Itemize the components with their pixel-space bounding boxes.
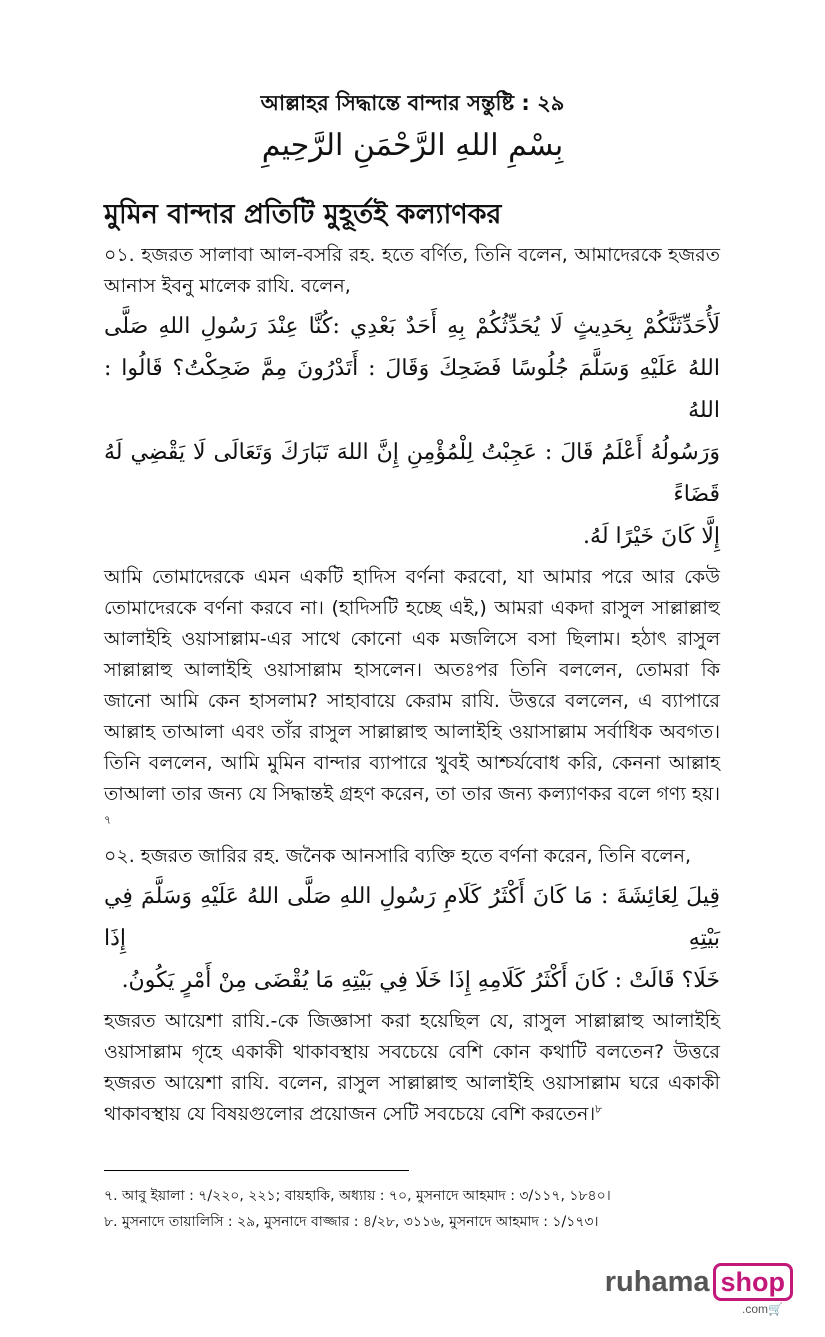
hadith-1-arabic xyxy=(104,306,720,558)
logo-text-com xyxy=(742,1301,783,1317)
footnotes xyxy=(104,1183,734,1235)
arabic-line: وَرَسُولُهُ أَعْلَمُ قَالَ : عَجِبْتُ لِلْمُؤْمِنِ إِنَّ اللهَ تَبَارَكَ وَتَعَالَى لَا يَقْضِي لَهُ قَضَاءً xyxy=(104,440,720,507)
logo-text-shop: shop xyxy=(713,1263,794,1301)
footnote-8: ৮. মুসনাদে তায়ালিসি : ২৯, মুসনাদে বাজ্জার : ৪/২৮, ৩১১৬, মুসনাদে আহমাদ : ১/১৭৩। xyxy=(104,1214,599,1230)
arabic-line: خَلَا؟ قَالَتْ : كَانَ أَكْثَرُ كَلَامِهِ إِذَا خَلَا فِي بَيْتِهِ مَا يُقْضَى مِنْ أَمْرٍ يَكُونُ. xyxy=(121,968,720,993)
running-header: আল্লাহর সিদ্ধান্তে বান্দার সন্তুষ্টি : ২৯ xyxy=(260,91,565,115)
section-title: মুমিন বান্দার প্রতিটি মুহূর্তই কল্যাণকর xyxy=(104,199,502,230)
arabic-line: إِلَّا كَانَ خَيْرًا لَهُ. xyxy=(583,524,720,549)
page-body xyxy=(104,196,720,1130)
arabic-line: لَأُحَدِّثَنَّكُمْ بِحَدِيثٍ لَا يُحَدِّثُكُمْ بِهِ أَحَدٌ بَعْدِي :كُنَّا عِنْدَ رَسُولِ اللهِ صَلَّى xyxy=(104,314,720,339)
logo-row xyxy=(605,1263,793,1301)
hadith-2-intro: ০২. হজরত জারির রহ. জনৈক আনসারি ব্যক্তি হতে বর্ণনা করেন, তিনি বলেন, xyxy=(104,845,691,867)
translation-text: হজরত আয়েশা রাযি.-কে জিজ্ঞাসা করা হয়েছিল যে, রাসুল সাল্লাল্লাহু আলাইহি ওয়াসাল্লাম গৃহে একাকী থাকাবস্থায় সবচেয়ে বেশি কোন কথাটি বলতেন? উত্তরে হজরত আয়েশা রাযি. বলেন, রাসুল সাল্লাল্লাহু আলাইহি ওয়াসাল্লাম ঘরে একাকী থাকাবস্থায় যে বিষয়গুলোর প্রয়োজন সেটি সবচেয়ে বেশি করতেন। xyxy=(104,1010,720,1125)
translation-text: আমি তোমাদেরকে এমন একটি হাদিস বর্ণনা করবো, যা আমার পরে আর কেউ তোমাদেরকে বর্ণনা করবে না। (হাদিসটি হচ্ছে এই,) আমরা একদা রাসুল সাল্লাল্লাহু আলাইহি ওয়াসাল্লাম-এর সাথে কোনো এক মজলিসে বসা ছিলাম। হঠাৎ রাসুল সাল্লাল্লাহু আলাইহি ওয়াসাল্লাম হাসলেন। অতঃপর তিনি বললেন, তোমরা কি জানো আমি কেন হাসলাম? সাহাবায়ে কেরাম রাযি. উত্তরে বললেন, এ ব্যাপারে আল্লাহ তাআলা এবং তাঁর রাসুল সাল্লাল্লাহু আলাইহি ওয়াসাল্লাম সর্বাধিক অবগত। তিনি বললেন, আমি মুমিন বান্দার ব্যাপারে খুবই আশ্চর্যবোধ করি, কেননা আল্লাহ তাআলা তার জন্য যে সিদ্ধান্তই গ্রহণ করেন, তা তার জন্য কল্যাণকর বলে গণ্য হয়। xyxy=(104,566,720,805)
cart-icon: 🛒 xyxy=(768,1302,783,1316)
arabic-line: قِيلَ لِعَائِشَةَ : مَا كَانَ أَكْثَرُ كَلَامِ رَسُولِ اللهِ صَلَّى اللهُ عَلَيْهِ وَسَلَّمَ فِي بَيْتِهِ إِذَا xyxy=(104,884,720,951)
logo-suffix: .com xyxy=(742,1302,769,1316)
logo-text-ruhama: ruhama xyxy=(604,1266,710,1298)
footnote-ref[interactable]: ৭ xyxy=(104,813,112,827)
hadith-2-arabic xyxy=(104,876,720,1002)
arabic-line: اللهُ عَلَيْهِ وَسَلَّمَ جُلُوسًا فَضَحِكَ وَقَالَ : أَتَدْرُونَ مِمَّ ضَحِكْتُ؟ قَالُوا : اللهُ xyxy=(104,356,720,423)
footnote-ref[interactable]: ৮ xyxy=(595,1102,603,1116)
hadith-1-intro: ০১. হজরত সালাবা আল-বসরি রহ. হতে বর্ণিত, তিনি বলেন, আমাদেরকে হজরত আনাস ইবনু মালেক রাযি. বলেন, xyxy=(104,244,720,297)
hadith-1-translation xyxy=(104,562,720,841)
hadith-2-translation xyxy=(104,1006,720,1130)
basmala: بِسْمِ اللهِ الرَّحْمَنِ الرَّحِيمِ xyxy=(261,128,564,163)
footnote-divider xyxy=(104,1170,409,1171)
ruhamashop-logo xyxy=(605,1263,793,1317)
footnote-7: ৭. আবু ইয়ালা : ৭/২২০, ২২১; বায়হাকি, অধ্যায় : ৭০, মুসনাদে আহমাদ : ৩/১১৭, ১৮৪০। xyxy=(104,1188,611,1204)
